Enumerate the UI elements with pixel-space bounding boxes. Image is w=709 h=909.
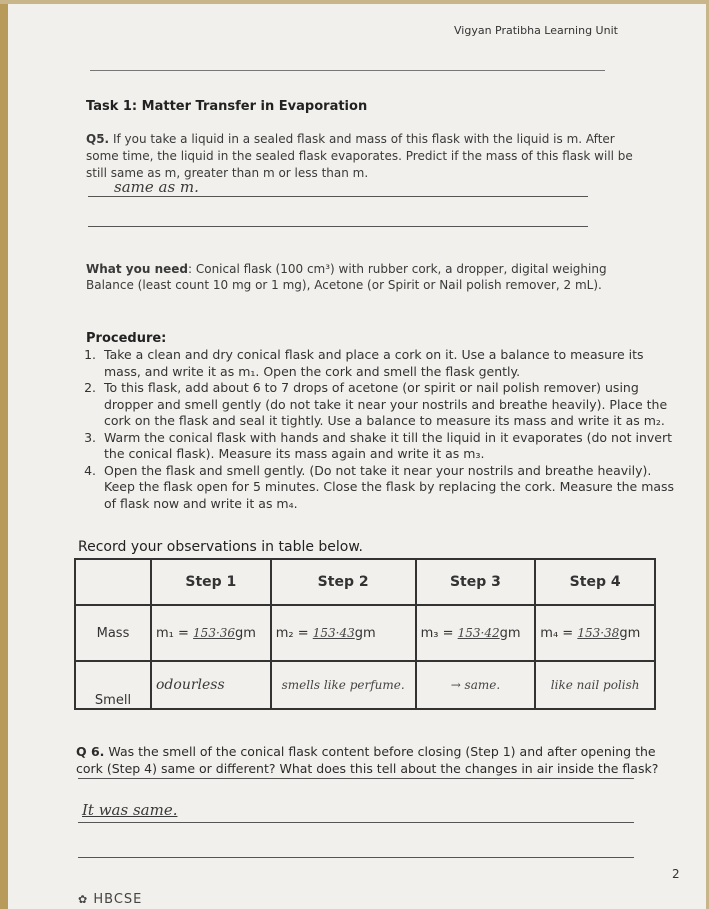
logo-text: HBCSE [93,892,143,907]
page-number: 2 [672,867,680,881]
mass-unit: gm [354,625,376,641]
procedure-step: 4. Open the flask and smell gently. (Do not take it near your nostrils and breathe heavily). Keep the flask open for 5 minutes. Close the flask by replacing the cork. Measure the mass of flask now and write it as m₄. [100,463,678,513]
materials-label: What you need [86,262,188,276]
q5-question [86,131,636,182]
procedure-step: 3. Warm the conical flask with hands and shake it till the liquid in it evaporates (do not invert the conical flask). Measure its mass again and write it as m₃. [100,430,678,463]
header-step-4: Step 4 [535,559,655,605]
q6-text: Was the smell of the conical flask content before closing (Step 1) and after opening the cork (Step 4) same or different? What does this tell about the changes in air inside the flask? [76,744,659,776]
materials-text: : Conical flask (100 cm³) with rubber cork, a dropper, digital weighing Balance (least count 10 mg or 1 mg), Acetone (or Spirit or Nail polish remover, 2 mL). [86,262,607,292]
mass-cell-step-4 [535,605,655,661]
header-step-2: Step 2 [271,559,416,605]
mass-symbol: m₁ = [156,625,189,641]
hbcse-logo [78,892,142,907]
mass-unit: gm [619,625,641,641]
unit-name: Vigyan Pratibha Learning Unit [454,24,618,37]
q6-line-1 [78,778,634,779]
task-title: Task 1: Matter Transfer in Evaporation [86,99,368,114]
observation-table [74,558,656,710]
logo-mark-icon: ✿ [78,893,89,906]
procedure-step: 1. Take a clean and dry conical flask and place a cork on it. Use a balance to measure its mass, and write it as m₁. Open the cork and smell the flask gently. [100,347,678,380]
mass-row-label: Mass [75,605,151,661]
table-header-row [75,559,655,605]
mass-cell-step-1 [151,605,271,661]
procedure-list [78,347,678,512]
mass-unit: gm [235,625,256,641]
mass-row [75,605,655,661]
mass-value: 153·42 [457,625,500,640]
mass-symbol: m₄ = [540,625,574,641]
q6-answer: It was same. [82,801,178,819]
smell-row [75,661,655,709]
mass-unit: gm [499,625,521,641]
mass-value: 153·38 [577,625,620,640]
mass-cell-step-2 [271,605,416,661]
q5-answer-line-2 [88,226,588,227]
procedure-title: Procedure: [86,331,167,346]
q6-answer-line-2 [78,857,634,858]
mass-value: 153·36 [193,625,236,640]
q5-text: If you take a liquid in a sealed flask and mass of this flask with the liquid is m. After some time, the liquid in the sealed flask evaporates. Predict if the mass of this flask will be still same as m, greater than m or less than m. [86,132,633,180]
mass-symbol: m₃ = [420,625,454,641]
smell-cell-step-2: smells like perfume. [271,661,416,709]
procedure-step: 2. To this flask, add about 6 to 7 drops of acetone (or spirit or nail polish remover) using dropper and smell gently (do not take it near your nostrils and breathe heavily). Place the cork on the flask and seal it tightly. Use a balance to measure its mass and write it as m₂. [100,380,678,430]
q6-question [76,743,686,777]
q6-label: Q 6. [76,744,105,759]
header-rule [90,70,605,71]
corner-cell [75,559,151,605]
header-step-1: Step 1 [151,559,271,605]
smell-row-label: Smell [75,661,151,709]
q6-answer-line-1 [78,822,634,823]
q5-answer-line-1 [88,196,588,197]
header-step-3: Step 3 [416,559,536,605]
smell-cell-step-3: → same. [416,661,536,709]
table-caption: Record your observations in table below. [78,539,363,555]
mass-value: 153·43 [312,625,355,640]
materials-section [86,261,646,293]
mass-cell-step-3 [416,605,536,661]
worksheet-page [8,4,706,909]
q5-answer: same as m. [114,178,199,196]
q5-label: Q5. [86,132,110,146]
mass-symbol: m₂ = [275,625,309,641]
smell-cell-step-4: like nail polish [535,661,655,709]
smell-cell-step-1: odourless [151,661,271,709]
